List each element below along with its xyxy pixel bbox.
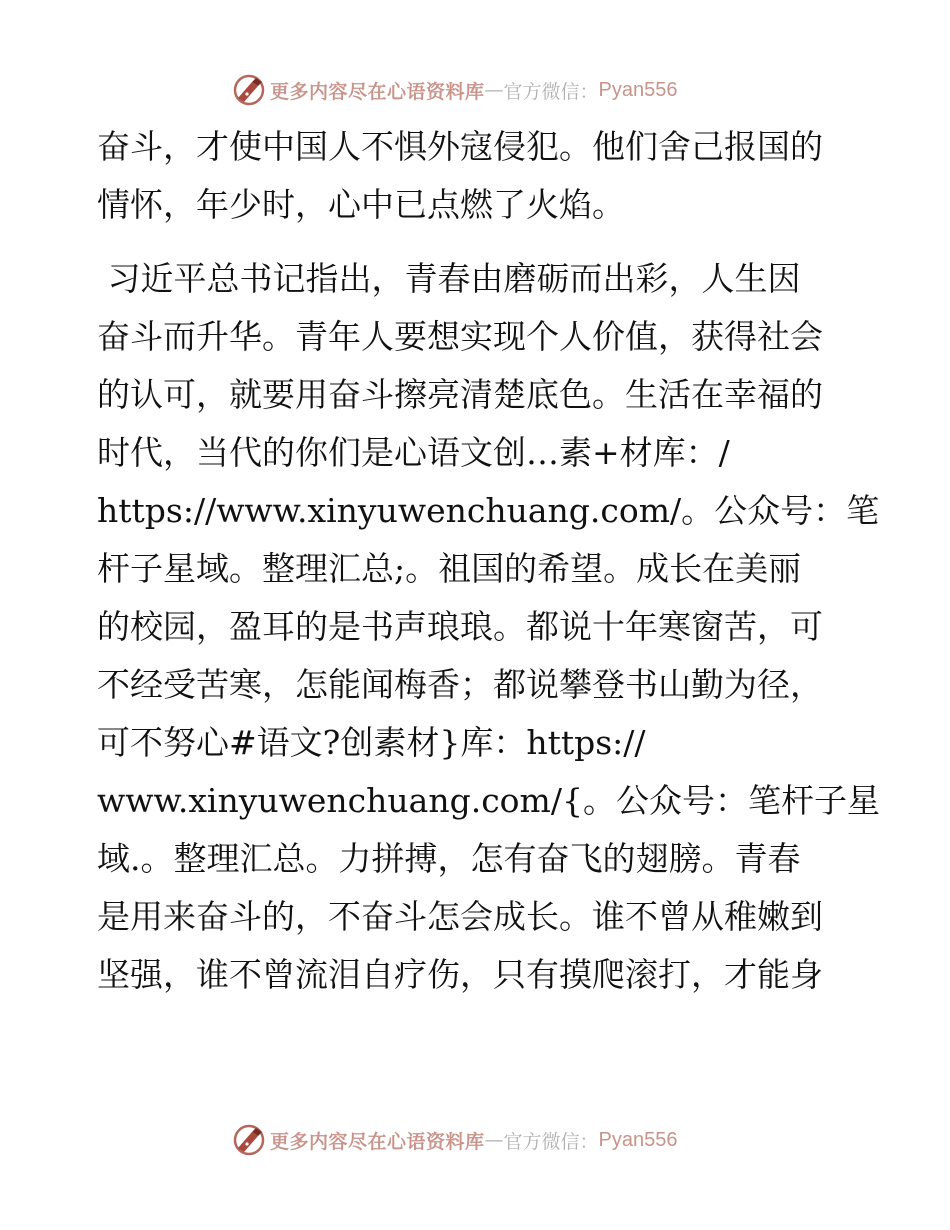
banner-dash: — [484, 1129, 504, 1151]
text-line: 杆子星域。整理汇总;。祖国的希望。成长在美丽 [97, 549, 802, 588]
text-line: 的校园，盈耳的是书声琅琅。都说十年寒窗苦，可 [97, 607, 823, 646]
pen-nib-circle-icon [232, 73, 266, 107]
text-line: 时代，当代的你们是心语文创…素+材库：/ [97, 433, 730, 472]
banner-dash: — [484, 79, 504, 101]
footer-watermark [232, 1120, 678, 1160]
text-line: 的认可，就要用奋斗擦亮清楚底色。生活在幸福的 [97, 375, 823, 414]
banner-wechat-id: Pyan556 [598, 1128, 678, 1151]
text-line: 是用来奋斗的，不奋斗怎会成长。谁不曾从稚嫩到 [97, 897, 823, 936]
pen-nib-circle-icon [232, 1123, 266, 1157]
paragraph-2 [97, 250, 880, 1004]
text-line: 坚强，谁不曾流泪自疗伤，只有摸爬滚打，才能身 [97, 955, 823, 994]
text-line: 可不努心#语文?创素材}库：https:// [97, 723, 646, 762]
text-line: www.xinyuwenchuang.com/{。公众号：笔杆子星 [97, 781, 880, 820]
banner-wechat-id: Pyan556 [598, 78, 678, 101]
banner-wechat-label: 官方微信： [503, 80, 599, 103]
text-line: https://www.xinyuwenchuang.com/。公众号：笔 [97, 491, 880, 530]
text-line: 情怀，年少时，心中已点燃了火焰。 [97, 185, 625, 224]
header-watermark [232, 70, 678, 110]
text-line: 奋斗而升华。青年人要想实现个人价值，获得社会 [97, 317, 823, 356]
banner-title: 更多内容尽在心语资料库 [270, 80, 485, 103]
text-line: 习近平总书记指出，青春由磨砺而出彩，人生因 [97, 259, 801, 298]
banner-title: 更多内容尽在心语资料库 [270, 1130, 485, 1153]
paragraph-1 [97, 118, 857, 234]
text-line: 不经受苦寒，怎能闻梅香；都说攀登书山勤为径， [97, 665, 823, 704]
text-line: 域.。整理汇总。力拼搏，怎有奋飞的翅膀。青春 [97, 839, 801, 878]
banner-wechat-label: 官方微信： [503, 1130, 599, 1153]
text-line: 奋斗，才使中国人不惧外寇侵犯。他们舍己报国的 [97, 127, 823, 166]
